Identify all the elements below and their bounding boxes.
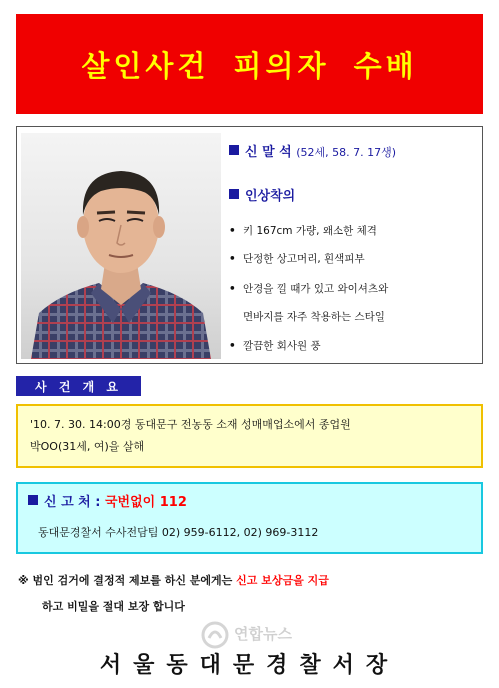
suspect-name: 신 말 석 [245,145,292,160]
wanted-title: 살인사건 피의자 수배 [81,48,418,83]
feature-text: 깔끔한 회사원 풍 [243,340,321,352]
report-number: 국번없이 112 [104,495,187,510]
report-contact: 동대문경찰서 수사전담팀 02) 959-6112, 02) 969-3112 [38,526,319,539]
reward-highlight: 신고 보상금을 지급 [236,574,329,587]
case-summary-box [16,404,483,468]
report-label: 신 고 처 : [44,495,101,510]
suspect-name-line [229,141,396,160]
watermark-text: 연합뉴스 [234,625,292,643]
feature-item [229,281,388,296]
bullet-icon: • [229,340,236,352]
feature-item [229,338,321,353]
case-summary-line: '10. 7. 30. 14:00경 동대문구 전농동 소재 성매매업소에서 종업원 [30,418,351,431]
issuer-title: 서울동대문경찰서장 [99,653,400,678]
feature-text: 안경을 낄 때가 있고 와이셔츠와 [243,283,389,295]
suspect-profile [16,126,483,364]
bullet-icon: • [229,253,236,265]
report-contact-box [16,482,483,554]
suspect-photo [21,133,221,359]
feature-text: 면바지를 자주 착용하는 스타일 [243,311,385,323]
suspect-dob: (52세, 58. 7. 17생) [296,146,397,159]
feature-text: 키 167cm 가량, 왜소한 체격 [243,225,377,237]
feature-item [229,223,377,238]
news-watermark [200,620,350,650]
reward-notice-line2: 하고 비밀을 절대 보장 합니다 [42,600,185,613]
feature-text: 단정한 상고머리, 흰색피부 [243,253,365,265]
square-bullet-icon [229,189,239,199]
square-bullet-icon [28,495,38,505]
suspect-details [229,133,481,359]
wanted-header [16,14,483,114]
suspect-portrait-image [21,133,221,359]
reward-notice-text: ※ 범인 검거에 결정적 제보를 하신 분에게는 [18,574,233,587]
bullet-icon: • [229,225,236,237]
watermark-logo-icon [200,620,230,650]
case-summary-label: 사 건 개 요 [16,376,141,396]
square-bullet-icon [229,145,239,155]
report-hotline [28,492,471,516]
bullet-icon: • [229,283,236,295]
feature-item [229,251,365,266]
case-summary-line: 박OO(31세, 여)을 살해 [30,440,145,453]
feature-item [229,309,385,324]
features-heading-text: 인상착의 [245,189,296,204]
features-heading [229,185,295,204]
reward-notice [18,568,488,620]
